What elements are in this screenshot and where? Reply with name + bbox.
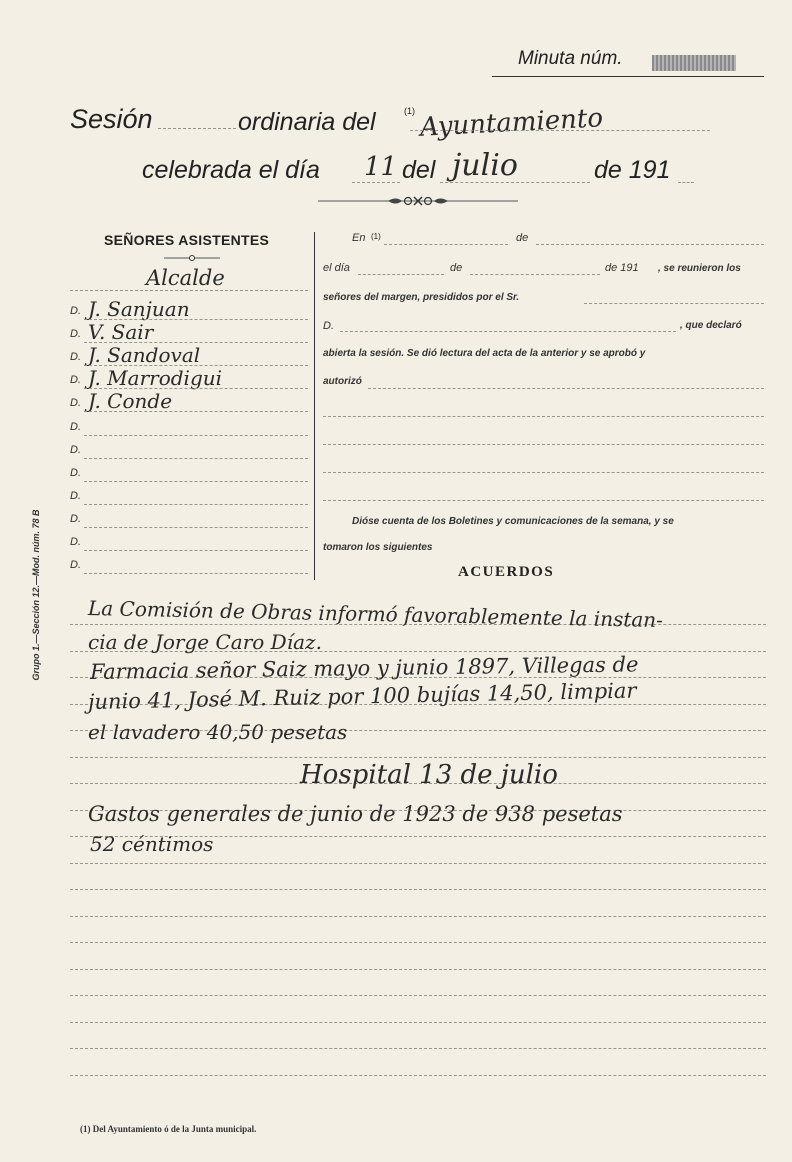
attendee-prefix: D.: [70, 467, 81, 479]
attendee-line: [84, 481, 308, 482]
acuerdos-title: ACUERDOS: [458, 564, 555, 580]
day-handwritten: 11: [364, 152, 398, 182]
hand-line-6: Hospital 13 de julio: [300, 760, 558, 790]
de2-label: de: [450, 262, 463, 274]
right-blank-2: [323, 444, 764, 445]
ayuntamiento-handwritten: Ayuntamiento: [419, 103, 604, 143]
el-dia-label: el día: [323, 262, 350, 274]
attendee-prefix: D.: [70, 490, 81, 502]
attendee-name: J. Sandoval: [88, 343, 201, 367]
hand-line-4: junio 41, José M. Ruiz por 100 bujías 14,50, limpiar: [87, 678, 637, 714]
abierta-text: abierta la sesión. Se dió lectura del acta de la anterior y se aprobó y: [323, 348, 646, 359]
small-ornament: [164, 254, 220, 262]
celebrada-label: celebrada el día: [142, 156, 320, 184]
day-blank: [352, 182, 400, 183]
attendee-prefix: D.: [70, 444, 81, 456]
autorizo-blank: [368, 388, 764, 389]
ruled-line: [70, 1048, 766, 1049]
attendee-prefix: D.: [70, 351, 81, 363]
ornament-divider: [318, 194, 518, 208]
d-blank: [340, 331, 676, 332]
que-declaro-text: , que declaró: [680, 320, 742, 331]
sesion-label: Sesión: [70, 104, 153, 134]
reunieron-text: , se reunieron los: [658, 263, 741, 274]
attendee-line: [84, 573, 308, 574]
ruled-line: [70, 889, 766, 890]
hand-line-1: La Comisión de Obras informó favorablemente la instan-: [87, 596, 664, 633]
ruled-line: [70, 1022, 766, 1023]
d-label: D.: [323, 320, 334, 332]
minuta-number-redacted: [652, 55, 736, 71]
de-label: de: [516, 232, 529, 244]
en-marker: (1): [371, 232, 381, 241]
attendee-name: V. Sair: [88, 320, 154, 344]
attendee-line: [84, 504, 308, 505]
attendee-name: J. Marrodigui: [88, 366, 223, 390]
hand-line-7: Gastos generales de junio de 1923 de 938 pesetas: [88, 802, 623, 826]
del-label: del: [402, 156, 436, 184]
minuta-label: Minuta núm.: [518, 48, 623, 69]
footnote: (1) Del Ayuntamiento ó de la Junta municipal.: [80, 1124, 257, 1134]
attendee-name: J. Conde: [88, 389, 173, 413]
month-handwritten: julio: [452, 148, 518, 183]
attendee-name: J. Sanjuan: [88, 297, 190, 321]
ruled-line: [70, 995, 766, 996]
ruled-line: [70, 969, 766, 970]
alcalde-handwritten: Alcalde: [146, 266, 225, 290]
year-blank: [678, 182, 694, 183]
ruled-line: [70, 916, 766, 917]
attendee-prefix: D.: [70, 328, 81, 340]
en-blank: [384, 244, 508, 245]
attendee-prefix: D.: [70, 305, 81, 317]
de191-label: de 191: [605, 262, 639, 274]
attendee-prefix: D.: [70, 513, 81, 525]
hand-line-3: Farmacia señor Saiz mayo y junio 1897, Villegas de: [89, 652, 639, 684]
ordinaria-marker: (1): [404, 106, 415, 116]
el-dia-blank: [358, 274, 444, 275]
attendee-line: [84, 435, 308, 436]
minuta-underline: [492, 76, 764, 77]
ordinaria-blank: [410, 130, 710, 131]
attendee-line: [84, 411, 308, 412]
ruled-line: [70, 942, 766, 943]
attendee-prefix: D.: [70, 374, 81, 386]
senores-text: señores del margen, presididos por el Sr.: [323, 292, 520, 303]
attendee-prefix: D.: [70, 421, 81, 433]
senor-blank: [584, 303, 764, 304]
de2-blank: [470, 274, 600, 275]
attendee-line: [84, 458, 308, 459]
autorizo-text: autorizó: [323, 376, 362, 387]
alcalde-blank: [70, 290, 308, 291]
diose-text: Dióse cuenta de los Boletines y comunicaciones de la semana, y se: [352, 516, 674, 527]
ruled-line: [70, 757, 766, 758]
month-blank: [440, 182, 590, 183]
hand-line-2: cia de Jorge Caro Díaz.: [88, 630, 322, 654]
hand-line-5: el lavadero 40,50 pesetas: [88, 720, 348, 744]
ruled-line: [70, 1075, 766, 1076]
ordinaria-label: ordinaria del: [238, 108, 376, 136]
year-label: de 191: [594, 156, 671, 184]
right-blank-4: [323, 500, 764, 501]
sesion-blank: [158, 128, 236, 129]
right-blank-1: [323, 416, 764, 417]
column-divider: [314, 232, 315, 580]
ruled-line: [70, 863, 766, 864]
attendee-prefix: D.: [70, 559, 81, 571]
attendee-prefix: D.: [70, 536, 81, 548]
side-note: Grupo 1.—Sección 12.—Mod. núm. 78 B: [31, 509, 41, 681]
attendee-line: [84, 550, 308, 551]
hand-line-8: 52 céntimos: [90, 832, 214, 856]
asistentes-title: SEÑORES ASISTENTES: [104, 232, 270, 248]
attendee-line: [84, 527, 308, 528]
tomaron-text: tomaron los siguientes: [323, 542, 433, 553]
right-blank-3: [323, 472, 764, 473]
de-blank: [536, 244, 764, 245]
attendee-prefix: D.: [70, 397, 81, 409]
en-label: En: [352, 232, 366, 244]
